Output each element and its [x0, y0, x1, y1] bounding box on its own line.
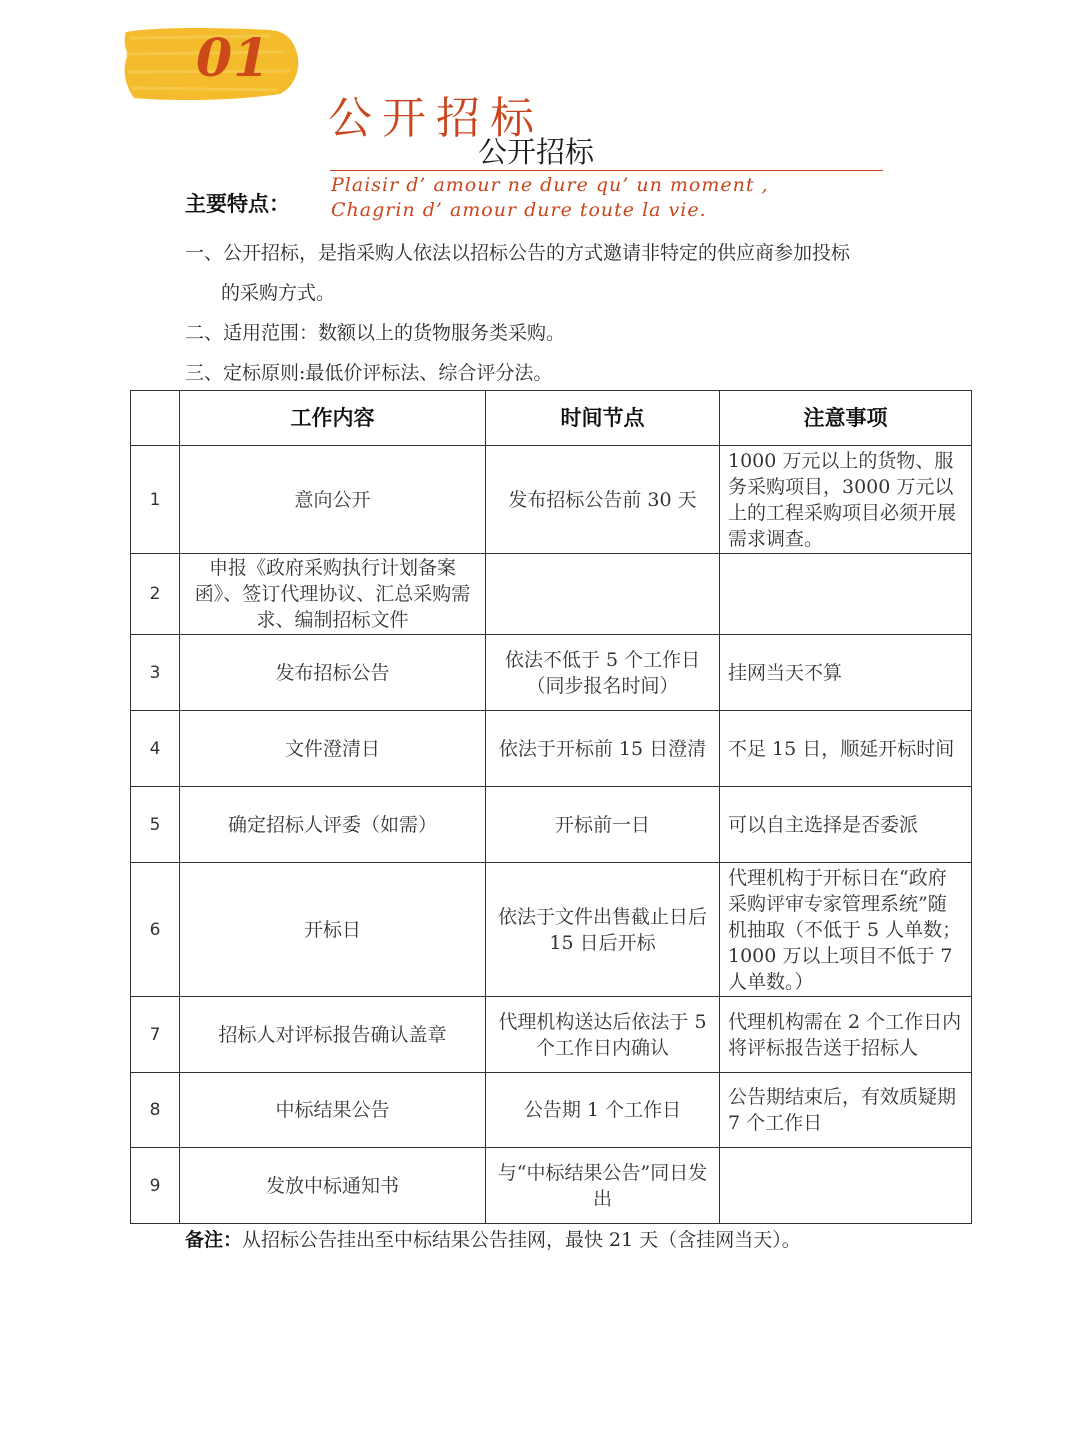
feature-item-3: 三、定标原则:最低价评标法、综合评分法。 [185, 362, 553, 384]
row-number: 6 [131, 863, 180, 997]
features-label: 主要特点： [185, 192, 290, 216]
row-note: 可以自主选择是否委派 [720, 787, 972, 863]
row-note: 挂网当天不算 [720, 635, 972, 711]
row-number: 3 [131, 635, 180, 711]
row-work: 开标日 [180, 863, 486, 997]
table-row [131, 554, 972, 635]
row-work: 招标人对评标报告确认盖章 [180, 997, 486, 1073]
row-time [486, 554, 720, 635]
row-time: 与“中标结果公告”同日发出 [486, 1148, 720, 1224]
row-number: 1 [131, 446, 180, 554]
row-time: 代理机构送达后依法于 5 个工作日内确认 [486, 997, 720, 1073]
table-row [131, 787, 972, 863]
quote-line-1: Plaisir d’ amour ne dure qu’ un moment , [331, 174, 769, 196]
remark [185, 1225, 801, 1252]
row-note [720, 1148, 972, 1224]
quote-line-2: Chagrin d’ amour dure toute la vie. [331, 199, 707, 221]
header-notes: 注意事项 [720, 391, 972, 446]
remark-label: 备注： [185, 1229, 243, 1251]
remark-text: 从招标公告挂出至中标结果公告挂网，最快 21 天（含挂网当天）。 [242, 1229, 801, 1251]
row-work: 发布招标公告 [180, 635, 486, 711]
row-note: 代理机构于开标日在“政府采购评审专家管理系统”随机抽取（不低于 5 人单数；1000 万以上项目不低于 7 人单数。） [720, 863, 972, 997]
section-number-badge [120, 24, 302, 106]
header-time-node: 时间节点 [486, 391, 720, 446]
row-number: 8 [131, 1073, 180, 1148]
row-number: 4 [131, 711, 180, 787]
row-time: 依法不低于 5 个工作日（同步报名时间） [486, 635, 720, 711]
row-work: 申报《政府采购执行计划备案函》、签订代理协议、汇总采购需求、编制招标文件 [180, 554, 486, 635]
row-note: 不足 15 日，顺延开标时间 [720, 711, 972, 787]
page-title: 公开招标 [328, 93, 544, 144]
table-row [131, 863, 972, 997]
feature-item-1-continued: 的采购方式。 [221, 282, 336, 304]
row-time: 依法于开标前 15 日澄清 [486, 711, 720, 787]
row-note: 公告期结束后，有效质疑期 7 个工作日 [720, 1073, 972, 1148]
row-time: 开标前一日 [486, 787, 720, 863]
table-row [131, 446, 972, 554]
table-header-row [131, 391, 972, 446]
table-row [131, 1148, 972, 1224]
table-row [131, 997, 972, 1073]
header-work-content: 工作内容 [180, 391, 486, 446]
row-work: 文件澄清日 [180, 711, 486, 787]
header-number [131, 391, 180, 446]
row-number: 9 [131, 1148, 180, 1224]
row-time: 公告期 1 个工作日 [486, 1073, 720, 1148]
table-row [131, 1073, 972, 1148]
table-row [131, 635, 972, 711]
row-work: 意向公开 [180, 446, 486, 554]
row-time: 发布招标公告前 30 天 [486, 446, 720, 554]
row-work: 发放中标通知书 [180, 1148, 486, 1224]
process-table [130, 390, 972, 1224]
row-note [720, 554, 972, 635]
badge-number: 01 [196, 28, 271, 89]
row-number: 2 [131, 554, 180, 635]
row-number: 7 [131, 997, 180, 1073]
feature-item-2: 二、适用范围：数额以上的货物服务类采购。 [185, 322, 566, 344]
row-note: 1000 万元以上的货物、服务采购项目，3000 万元以上的工程采购项目必须开展需求调查。 [720, 446, 972, 554]
row-work: 确定招标人评委（如需） [180, 787, 486, 863]
row-time: 依法于文件出售截止日后 15 日后开标 [486, 863, 720, 997]
table-row [131, 711, 972, 787]
row-note: 代理机构需在 2 个工作日内将评标报告送于招标人 [720, 997, 972, 1073]
title-divider [330, 170, 883, 171]
feature-item-1: 一、公开招标，是指采购人依法以招标公告的方式邀请非特定的供应商参加投标 [185, 242, 851, 264]
row-number: 5 [131, 787, 180, 863]
page-subtitle: 公开招标 [478, 135, 595, 169]
row-work: 中标结果公告 [180, 1073, 486, 1148]
